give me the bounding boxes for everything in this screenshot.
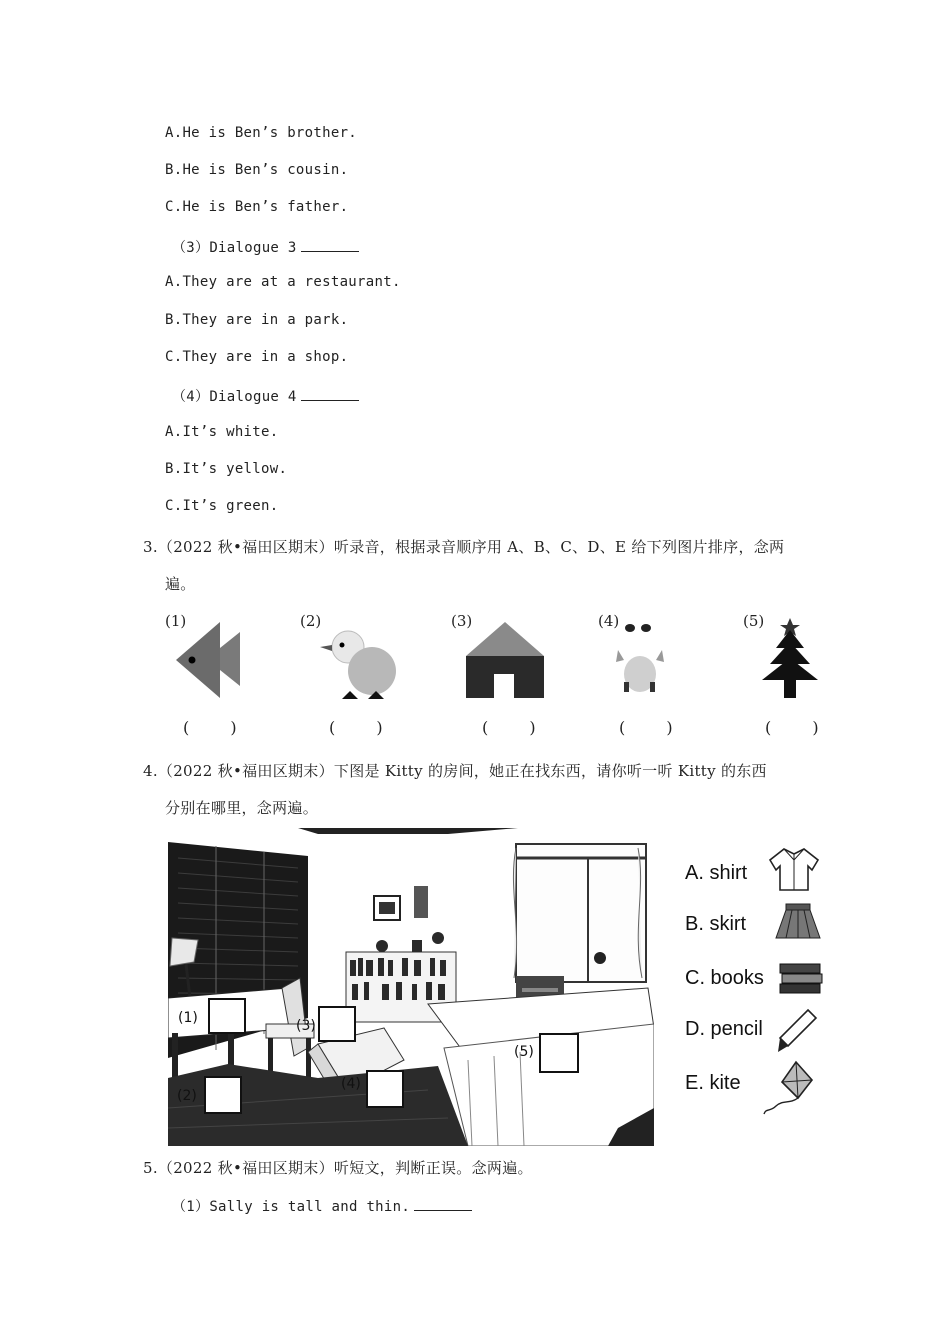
option-line: C.He is Ben’s father.	[165, 199, 349, 215]
question-4-text-cont: 分别在哪里，念两遍。	[165, 799, 319, 817]
picture-number: (1)	[165, 612, 187, 630]
picture-number: (2)	[300, 612, 322, 630]
box-label: (4)	[341, 1076, 361, 1092]
item-label-skirt: B. skirt	[685, 913, 747, 935]
pencil-icon	[776, 1008, 818, 1054]
option-line: C.They are in a shop.	[165, 349, 349, 365]
answer-blank[interactable]	[414, 1198, 472, 1211]
answer-parenthesis[interactable]: ( )	[482, 718, 554, 737]
house-icon	[462, 620, 548, 700]
option-line: A.They are at a restaurant.	[165, 274, 401, 290]
answer-parenthesis[interactable]: ( )	[619, 718, 691, 737]
answer-blank[interactable]	[301, 388, 359, 401]
bird-icon	[308, 625, 398, 703]
answer-parenthesis[interactable]: ( )	[183, 718, 255, 737]
dialogue-3-label: （3）Dialogue 3	[172, 240, 297, 256]
box-label: (2)	[177, 1088, 197, 1104]
skirt-icon	[774, 902, 822, 942]
box-label: (5)	[514, 1044, 534, 1060]
answer-parenthesis[interactable]: ( )	[765, 718, 837, 737]
box-label: (1)	[178, 1010, 198, 1026]
item-label-pencil: D. pencil	[685, 1018, 763, 1040]
dialogue-4-label: （4）Dialogue 4	[172, 389, 297, 405]
picture-number: (3)	[451, 612, 473, 630]
picture-number: (5)	[743, 612, 765, 630]
answer-parenthesis[interactable]: ( )	[329, 718, 401, 737]
dialogue-3-prompt	[172, 237, 359, 257]
question-5-text: 5.（2022 秋•福田区期末）听短文，判断正误。念两遍。	[143, 1159, 533, 1177]
kite-icon	[762, 1060, 816, 1118]
box-label: (3)	[296, 1018, 316, 1034]
option-line: B.They are in a park.	[165, 312, 349, 328]
item-label-books: C. books	[685, 967, 764, 989]
answer-box[interactable]	[204, 1076, 242, 1114]
picture-number: (4)	[598, 612, 620, 630]
question-4-text: 4.（2022 秋•福田区期末）下图是 Kitty 的房间，她正在找东西，请你听一听 Kitty 的东西	[143, 762, 767, 780]
item-label-kite: E. kite	[685, 1072, 741, 1094]
answer-box[interactable]	[208, 998, 246, 1034]
option-line: B.He is Ben’s cousin.	[165, 162, 349, 178]
answer-box[interactable]	[366, 1070, 404, 1108]
shirt-icon	[768, 846, 820, 892]
option-line: C.It’s green.	[165, 498, 279, 514]
option-line: A.He is Ben’s brother.	[165, 125, 358, 141]
answer-box[interactable]	[318, 1006, 356, 1042]
answer-blank[interactable]	[301, 239, 359, 252]
statement-text: （1）Sally is tall and thin.	[172, 1199, 411, 1215]
dialogue-4-prompt	[172, 386, 359, 406]
question-3-text-cont: 遍。	[165, 575, 196, 593]
question-3-text: 3.（2022 秋•福田区期末）听录音，根据录音顺序用 A、B、C、D、E 给下列图片排序，念两	[143, 538, 785, 556]
tree-icon	[756, 616, 824, 702]
option-line: A.It’s white.	[165, 424, 279, 440]
answer-box[interactable]	[539, 1033, 579, 1073]
option-line: B.It’s yellow.	[165, 461, 288, 477]
crab-icon	[612, 620, 674, 698]
item-label-shirt: A. shirt	[685, 862, 748, 884]
books-icon	[778, 962, 824, 996]
fish-icon	[172, 620, 244, 702]
question-5-item-1	[172, 1196, 472, 1216]
